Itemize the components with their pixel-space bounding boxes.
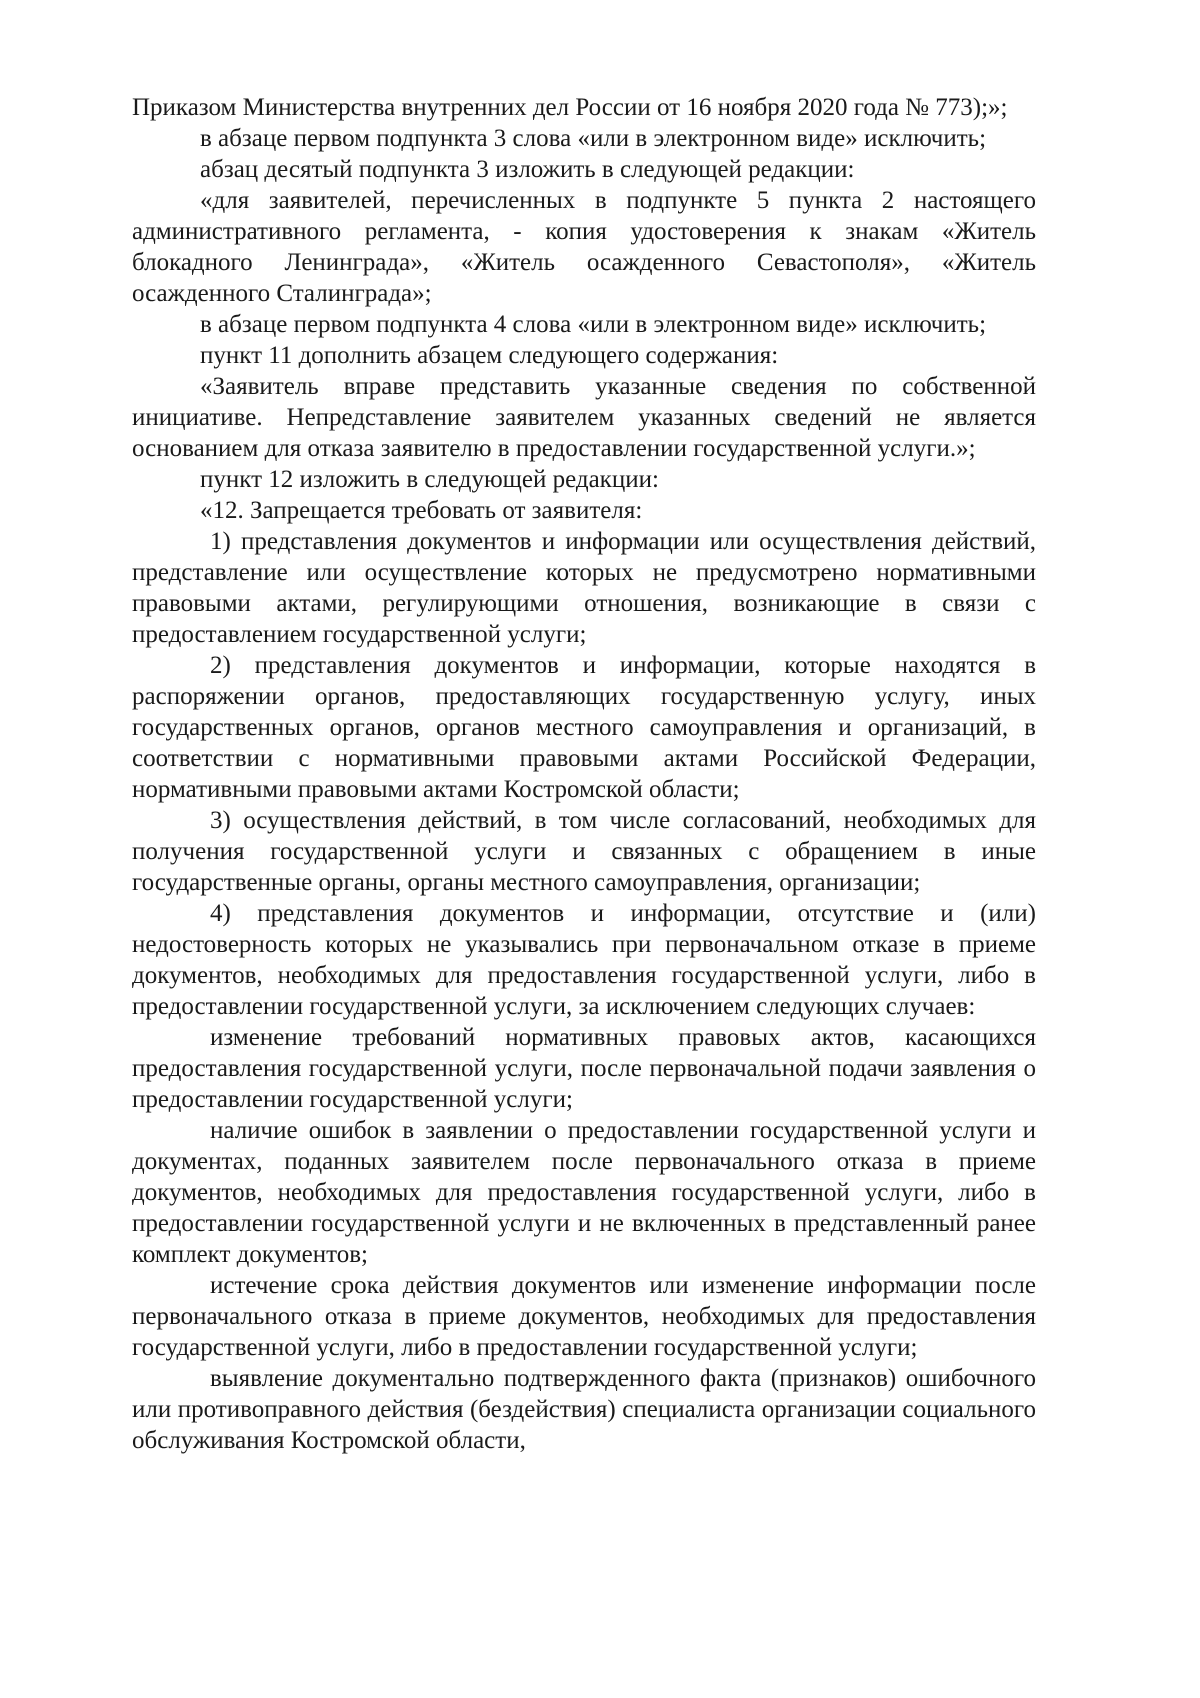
list-item: 1) представления документов и информации или осуществления действий, представление или осуществление которых не предусмотрено нормативными правовыми актами, регулирующими отношения, возникающие в связи с предоставлением государственной услуги; xyxy=(132,528,1036,648)
paragraph: в абзаце первом подпункта 4 слова «или в электронном виде» исключить; xyxy=(200,311,987,338)
paragraph: «12. Запрещается требовать от заявителя: xyxy=(200,497,643,524)
paragraph: в абзаце первом подпункта 3 слова «или в электронном виде» исключить; xyxy=(200,125,987,152)
paragraph: «Заявитель вправе представить указанные сведения по собственной инициативе. Непредставление заявителем указанных сведений не является основанием для отказа заявителю в предоставлении государственной услуги.»; xyxy=(132,373,1036,462)
paragraph: пункт 11 дополнить абзацем следующего содержания: xyxy=(200,342,779,369)
paragraph: истечение срока действия документов или изменение информации после первоначального отказа в приеме документов, необходимых для предоставления государственной услуги, либо в предоставлении государственной услуги; xyxy=(132,1272,1036,1361)
list-item: 3) осуществления действий, в том числе согласований, необходимых для получения государственной услуги и связанных с обращением в иные государственные органы, органы местного самоуправления, организации; xyxy=(132,807,1036,896)
paragraph: наличие ошибок в заявлении о предоставлении государственной услуги и документах, поданных заявителем после первоначального отказа в приеме документов, необходимых для предоставления государственной услуги, либо в предоставлении государственной услуги и не включенных в представленный ранее комплект документов; xyxy=(132,1117,1036,1268)
paragraph: выявление документально подтвержденного факта (признаков) ошибочного или противоправного действия (бездействия) специалиста организации социального обслуживания Костромской области, xyxy=(132,1365,1036,1454)
paragraph: изменение требований нормативных правовых актов, касающихся предоставления государственной услуги, после первоначальной подачи заявления о предоставлении государственной услуги; xyxy=(132,1024,1036,1113)
paragraph: пункт 12 изложить в следующей редакции: xyxy=(200,466,659,493)
document-body xyxy=(132,92,1036,1456)
paragraph: «для заявителей, перечисленных в подпункте 5 пункта 2 настоящего административного регламента, - копия удостоверения к знакам «Житель блокадного Ленинграда», «Житель осажденного Севастополя», «Житель осажденного Сталинграда»; xyxy=(132,187,1036,307)
list-item: 4) представления документов и информации, отсутствие и (или) недостоверность которых не указывались при первоначальном отказе в приеме документов, необходимых для предоставления государственной услуги, либо в предоставлении государственной услуги, за исключением следующих случаев: xyxy=(132,900,1036,1020)
paragraph: абзац десятый подпункта 3 изложить в следующей редакции: xyxy=(200,156,855,183)
paragraph: Приказом Министерства внутренних дел России от 16 ноября 2020 года № 773);»; xyxy=(132,94,1008,121)
list-item: 2) представления документов и информации, которые находятся в распоряжении органов, предоставляющих государственную услугу, иных государственных органов, органов местного самоуправления и организаций, в соответствии с нормативными правовыми актами Российской Федерации, нормативными правовыми актами Костромской области; xyxy=(132,652,1036,803)
